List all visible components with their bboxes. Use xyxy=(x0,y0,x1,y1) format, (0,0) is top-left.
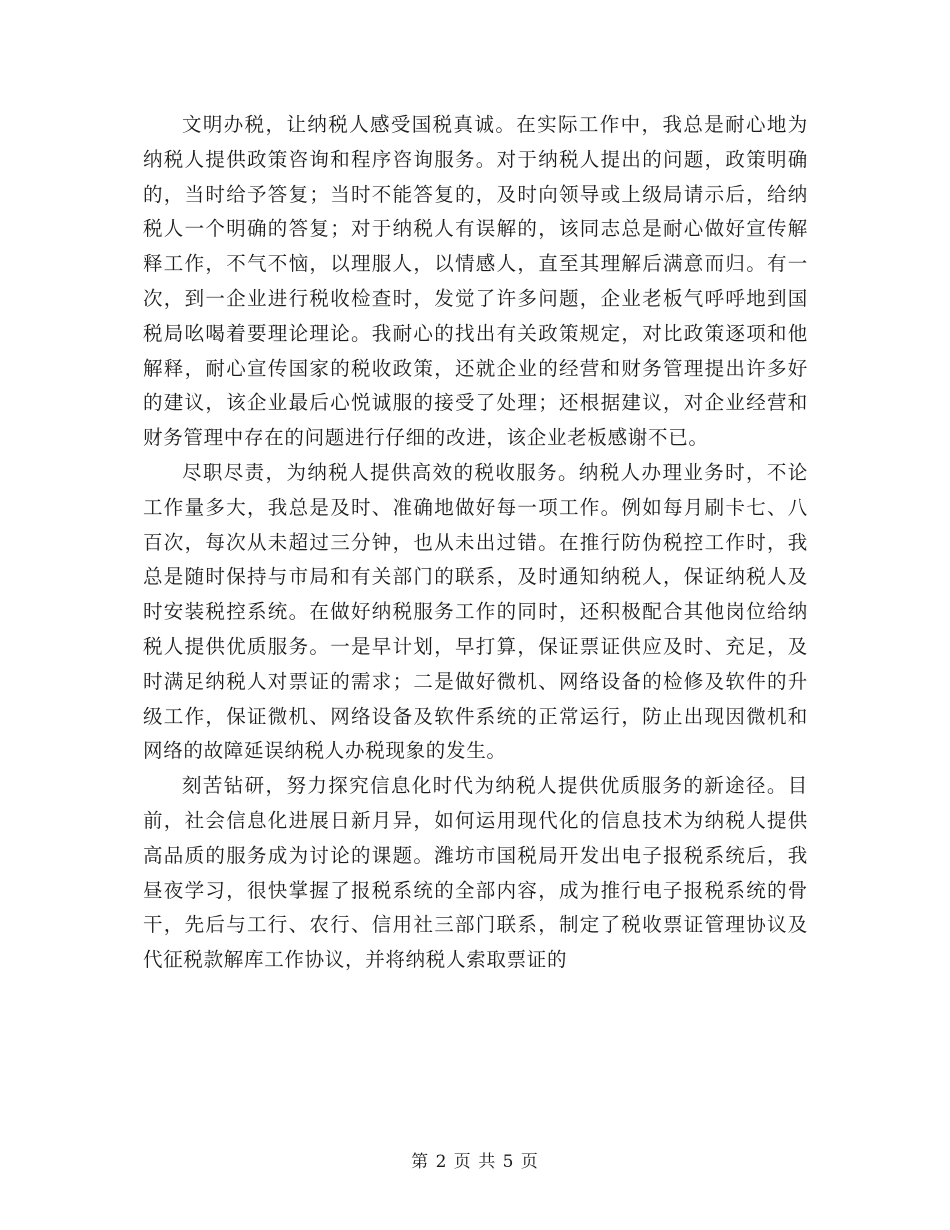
page-footer: 第 2 页 共 5 页 xyxy=(411,1152,539,1172)
paragraph-dutiful-service: 尽职尽责，为纳税人提供高效的税收服务。纳税人办理业务时，不论工作量多大，我总是及时、准确地做好每一项工作。例如每月刷卡七、八百次，每次从未超过三分钟，也从未出过错。在推行防伪税控工作时，我总是随时保持与市局和有关部门的联系，及时通知纳税人，保证纳税人及时安装税控系统。在做好纳税服务工作的同时，还积极配合其他岗位给纳税人提供优质服务。一是早计划，早打算，保证票证供应及时、充足，及时满足纳税人对票证的需求；二是做好微机、网络设备的检修及软件的升级工作，保证微机、网络设备及软件系统的正常运行，防止出现因微机和网络的故障延误纳税人办税现象的发生。 xyxy=(143,460,808,763)
document-body xyxy=(143,108,808,978)
paragraph-research-informatization: 刻苦钻研，努力探究信息化时代为纳税人提供优质服务的新途径。目前，社会信息化进展日新月异，如何运用现代化的信息技术为纳税人提供高品质的服务成为讨论的课题。潍坊市国税局开发出电子报税系统后，我昼夜学习，很快掌握了报税系统的全部内容，成为推行电子报税系统的骨干，先后与工行、农行、信用社三部门联系，制定了税收票证管理协议及代征税款解库工作协议，并将纳税人索取票证的 xyxy=(143,774,808,972)
paragraph-civilized-tax: 文明办税，让纳税人感受国税真诚。在实际工作中，我总是耐心地为纳税人提供政策咨询和程序咨询服务。对于纳税人提出的问题，政策明确的，当时给予答复；当时不能答复的，及时向领导或上级局请示后，给纳税人一个明确的答复；对于纳税人有误解的，该同志总是耐心做好宣传解释工作，不气不恼，以理服人，以情感人，直至其理解后满意而归。有一次，到一企业进行税收检查时，发觉了许多问题，企业老板气呼呼地到国税局吆喝着要理论理论。我耐心的找出有关政策规定，对比政策逐项和他解释，耐心宣传国家的税收政策，还就企业的经营和财务管理提出许多好的建议，该企业最后心悦诚服的接受了处理；还根据建议，对企业经营和财务管理中存在的问题进行仔细的改进，该企业老板感谢不已。 xyxy=(143,113,808,450)
